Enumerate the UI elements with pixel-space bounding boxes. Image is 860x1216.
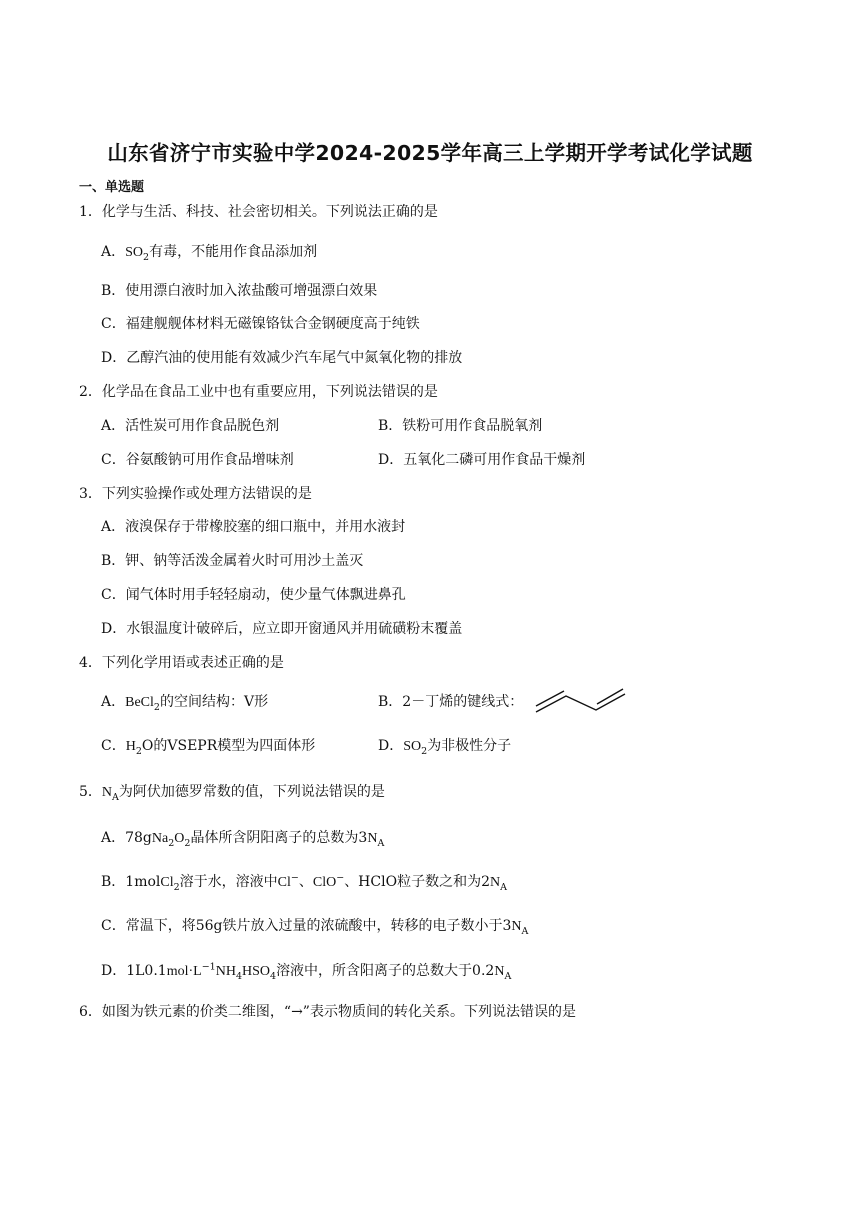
2-butene-skeletal-formula (533, 686, 627, 716)
question-5-option-c: C．常温下，将56g铁片放入过量的浓硫酸中，转移的电子数小于$3N_A$ (101, 918, 529, 937)
question-1-option-c: C．福建舰舰体材料无磁镍铬钛合金钢硬度高于纯铁 (101, 316, 420, 332)
question-5-option-b: B．1molCl$_2$溶于水，溶液中Cl−、ClO−、HClO粒子数之和为$2N_A$ (101, 872, 507, 893)
page-title: 山东省济宁市实验中学2024-2025学年高三上学期开学考试化学试题 (107, 141, 753, 165)
question-3-stem: 3．下列实验操作或处理方法错误的是 (79, 486, 312, 502)
question-5-stem: 5．$N_A$为阿伏加德罗常数的值，下列说法错误的是 (79, 784, 385, 803)
section-heading: 一、单选题 (79, 180, 145, 195)
question-3-option-b: B．钾、钠等活泼金属着火时可用沙土盖灭 (101, 553, 364, 569)
question-2-stem: 2．化学品在食品工业中也有重要应用，下列说法错误的是 (79, 384, 438, 400)
question-1-option-b: B．使用漂白液时加入浓盐酸可增强漂白效果 (101, 283, 378, 299)
question-1-stem: 1．化学与生活、科技、社会密切相关。下列说法正确的是 (79, 204, 438, 220)
question-2-option-d: D．五氧化二磷可用作食品干燥剂 (378, 452, 586, 468)
question-4-stem: 4．下列化学用语或表述正确的是 (79, 655, 284, 671)
question-4-option-d: D．$SO_2$为非极性分子 (378, 738, 512, 757)
question-4-option-a: A．BeCl$_2$的空间结构：V形 (101, 694, 269, 713)
question-2-option-a: A．活性炭可用作食品脱色剂 (101, 418, 280, 434)
question-4-option-b: B．2－丁烯的键线式： (378, 694, 524, 710)
question-1-option-d: D．乙醇汽油的使用能有效减少汽车尾气中氮氧化物的排放 (101, 350, 463, 366)
question-3-option-c: C．闻气体时用手轻轻扇动，使少量气体飘进鼻孔 (101, 587, 406, 603)
question-5-option-d: D．$1L0.1mol\cdot L^{-1}NH_4HSO_4$溶液中，所含阳离子的总数大于$0.2N_A$ (101, 961, 512, 982)
question-2-option-c: C．谷氨酸钠可用作食品增味剂 (101, 452, 294, 468)
question-3-option-d: D．水银温度计破碎后，应立即开窗通风并用硫磺粉末覆盖 (101, 621, 463, 637)
question-2-option-b: B．铁粉可用作食品脱氧剂 (378, 418, 543, 434)
question-1-option-a: A．$SO_2$有毒，不能用作食品添加剂 (101, 244, 318, 263)
question-5-option-a: A．$78gNa_2O_2$晶体所含阴阳离子的总数为$3N_A$ (101, 830, 385, 849)
question-6-stem: 6．如图为铁元素的价类二维图，“→”表示物质间的转化关系。下列说法错误的是 (79, 1004, 576, 1020)
question-4-option-c: C．$H_2O$的VSEPR模型为四面体形 (101, 738, 316, 757)
question-3-option-a: A．液溴保存于带橡胶塞的细口瓶中，并用水液封 (101, 519, 406, 535)
